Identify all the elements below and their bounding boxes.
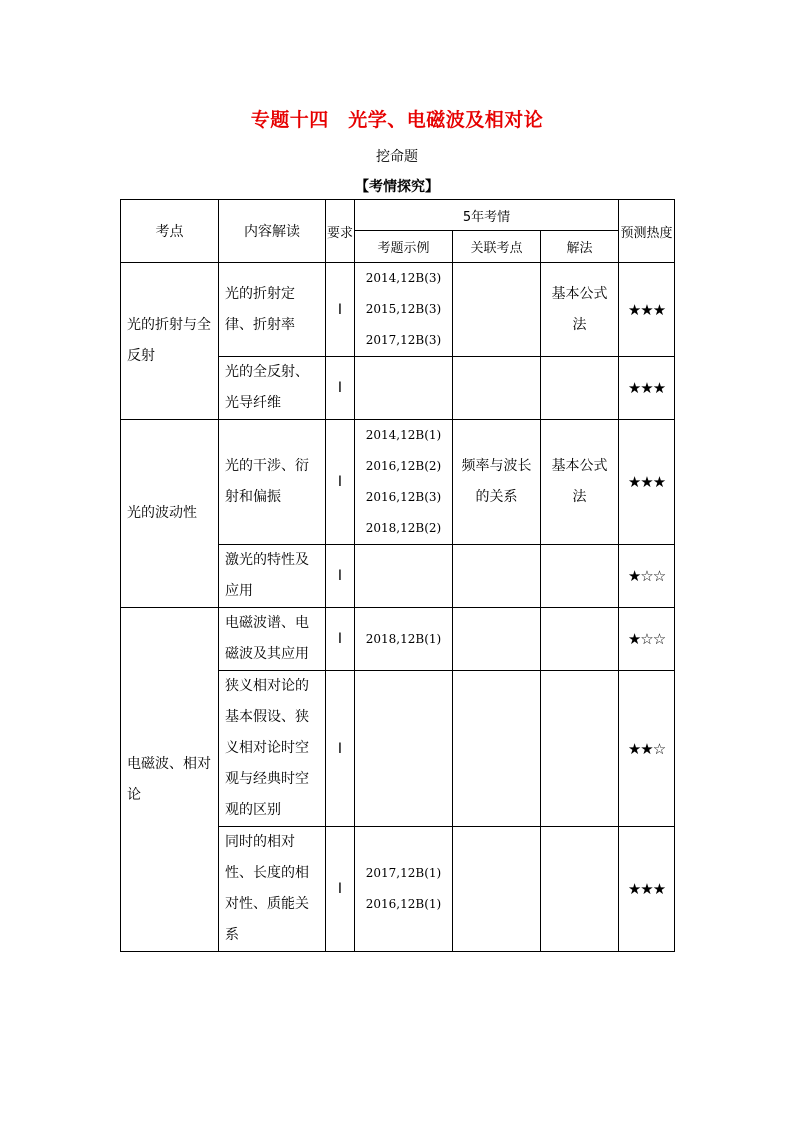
forecast-stars: ★★★ [619, 263, 675, 357]
forecast-stars: ★★★ [619, 357, 675, 420]
related-cell: 频率与波长的关系 [453, 420, 541, 545]
content-cell: 同时的相对性、长度的相对性、质能关系 [219, 827, 326, 952]
requirement-cell: Ⅰ [326, 263, 355, 357]
method-cell: 基本公式法 [541, 263, 619, 357]
requirement-cell: Ⅰ [326, 357, 355, 420]
exam-example: 2016,12B(3) [365, 490, 442, 504]
header-method: 解法 [541, 231, 619, 263]
header-content: 内容解读 [219, 200, 326, 263]
exam-example: 2014,12B(1) [365, 428, 442, 442]
related-cell [453, 671, 541, 827]
related-cell [453, 263, 541, 357]
exam-analysis-table [120, 199, 675, 952]
method-cell [541, 608, 619, 671]
related-cell [453, 545, 541, 608]
related-cell [453, 608, 541, 671]
exam-example: 2017,12B(3) [365, 333, 442, 347]
exam-example: 2015,12B(3) [365, 302, 442, 316]
content-cell: 光的全反射、光导纤维 [219, 357, 326, 420]
method-cell [541, 545, 619, 608]
point-cell: 光的折射与全反射 [121, 263, 219, 420]
requirement-cell: Ⅰ [326, 608, 355, 671]
content-cell: 光的干涉、衍射和偏振 [219, 420, 326, 545]
exam-example: 2014,12B(3) [365, 271, 442, 285]
subtitle: 挖命题 [376, 149, 418, 165]
examples-cell [355, 420, 453, 545]
exam-example: 2016,12B(1) [365, 897, 442, 911]
examples-cell [355, 608, 453, 671]
requirement-cell: Ⅰ [326, 420, 355, 545]
content-cell: 电磁波谱、电磁波及其应用 [219, 608, 326, 671]
exam-example: 2017,12B(1) [365, 866, 442, 880]
header-forecast: 预测热度 [619, 200, 675, 263]
exam-example: 2018,12B(2) [365, 521, 442, 535]
table-row [121, 420, 675, 545]
content-cell: 狭义相对论的基本假设、狭义相对论时空观与经典时空观的区别 [219, 671, 326, 827]
forecast-stars: ★★☆ [619, 671, 675, 827]
forecast-stars: ★☆☆ [619, 545, 675, 608]
table-row [121, 608, 675, 671]
point-cell: 电磁波、相对论 [121, 608, 219, 952]
header-requirement: 要求 [326, 200, 355, 263]
examples-cell [355, 671, 453, 827]
requirement-cell: Ⅰ [326, 827, 355, 952]
table-row [121, 263, 675, 357]
header-point: 考点 [121, 200, 219, 263]
method-cell [541, 671, 619, 827]
forecast-stars: ★☆☆ [619, 608, 675, 671]
content-cell: 激光的特性及应用 [219, 545, 326, 608]
requirement-cell: Ⅰ [326, 671, 355, 827]
header-five-year: 5年考情 [355, 200, 619, 231]
point-cell: 光的波动性 [121, 420, 219, 608]
examples-cell [355, 263, 453, 357]
related-cell [453, 827, 541, 952]
method-cell [541, 357, 619, 420]
page-title: 专题十四 光学、电磁波及相对论 [250, 109, 544, 131]
exam-example: 2018,12B(1) [365, 631, 442, 646]
examples-cell [355, 545, 453, 608]
related-cell [453, 357, 541, 420]
requirement-cell: Ⅰ [326, 545, 355, 608]
forecast-stars: ★★★ [619, 420, 675, 545]
content-cell: 光的折射定律、折射率 [219, 263, 326, 357]
examples-cell [355, 357, 453, 420]
forecast-stars: ★★★ [619, 827, 675, 952]
method-cell [541, 827, 619, 952]
header-related: 关联考点 [453, 231, 541, 263]
method-cell: 基本公式法 [541, 420, 619, 545]
exam-example: 2016,12B(2) [365, 459, 442, 473]
header-examples: 考题示例 [355, 231, 453, 263]
examples-cell [355, 827, 453, 952]
section-heading: 【考情探究】 [355, 179, 439, 195]
